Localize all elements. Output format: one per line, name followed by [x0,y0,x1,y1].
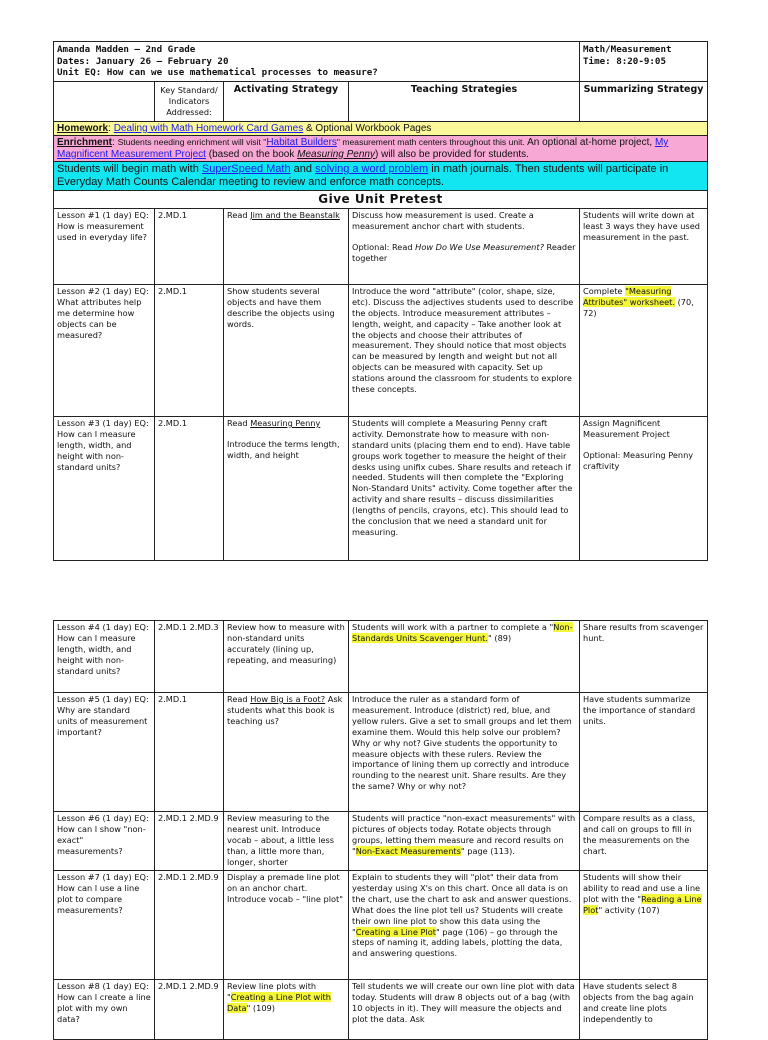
summarizing-optional: Optional: Measuring Penny craftivity [583,449,694,471]
enrichment-cell: Enrichment: Students needing enrichment will visit "Habitat Builders" measurement math centers throughout this unit. An optional at-home project, My Magnificent Measurement Project (based on the book Measuring Penny) will also be provided for students. [54,136,708,162]
teaching-strategy: Students will complete a Measuring Penny craft activity. Demonstrate how to measure with non-standard units (placing them end to end). Have table groups work together to measure the height of their desks using unifix cubes. Share results and reteach if needed. Students will then complete the "Exploring Non-Standard Units" activity. Come together after the activity and share results – discuss dissimilarities (lengths of pencils, crayons, etc). This should lead to the conclusion that we need a standard unit for measuring. [349,416,580,560]
lesson-column-header [54,81,155,121]
lesson-standards: 2.MD.1 [155,693,224,812]
activating-text-post: " (109) [246,1002,275,1013]
lesson-row [54,693,708,812]
summarizing-strategy-header: Summarizing Strategy [580,81,708,121]
lesson-row [54,284,708,416]
teaching-optional [352,242,576,264]
activating-book-title: Jim and the Beanstalk [250,209,340,220]
activating-strategy [224,693,349,812]
summarizing-strategy [580,871,708,980]
summarizing-strategy [580,416,708,560]
routine-text-2: and [293,163,313,175]
homework-rest: & Optional Workbook Pages [305,122,432,134]
enrichment-text-1: Students needing enrichment will visit " [117,137,267,147]
lesson-standards: 2.MD.1 2.MD.9 [155,812,224,871]
lesson-standards: 2.MD.1 2.MD.9 [155,871,224,980]
teaching-strategies-header: Teaching Strategies [349,81,580,121]
lesson-standards: 2.MD.1 [155,208,224,284]
activating-text: Review line plots with " [227,981,317,1002]
lesson-standards: 2.MD.1 [155,284,224,416]
summarizing-strategy: Compare results as a class, and call on groups to fill in the measurements on the chart. [580,812,708,871]
homework-card-games-link[interactable]: Dealing with Math Homework Card Games [113,122,304,134]
column-header-row [54,81,708,121]
lesson-eq: Lesson #1 (1 day) EQ: How is measurement used in everyday life? [54,208,155,284]
summarizing-text: Complete [583,285,623,296]
lesson-eq: Lesson #5 (1 day) EQ: Why are standard units of measurement important? [54,693,155,812]
creating-line-plot-page: Creating a Line Plot [355,926,436,937]
activating-strategy: Review how to measure with non-standard units accurately (lining up, repeating, and measuring) [224,621,349,693]
lesson-eq: Lesson #8 (1 day) EQ: How can I create a line plot with my own data? [54,980,155,1040]
enrichment-text-4: (based on the book [208,148,295,160]
enrichment-book-title: Measuring Penny [297,148,375,160]
teaching-strategy [349,621,580,693]
lesson-eq: Lesson #3 (1 day) EQ: How can I measure length, width, and height with non-standard units? [54,416,155,560]
teaching-text: Students will work with a partner to complete a " [352,622,554,632]
summarizing-strategy: Share results from scavenger hunt. [580,621,708,693]
summarizing-strategy: Students will write down at least 3 ways they have used measurement in the past. [580,208,708,284]
teaching-strategy [349,871,580,980]
lesson-plan-table-page-2 [53,620,708,1040]
lesson-standards: 2.MD.1 2.MD.3 [155,621,224,693]
lesson-row [54,980,708,1040]
lesson-row [54,621,708,693]
activating-strategy-header: Activating Strategy [224,81,349,121]
daily-routine-row [54,162,708,191]
scavenger-hunt-activity: Non-Standards Units Scavenger Hunt. [352,622,573,643]
non-exact-measurements-page: Non-Exact Measurements [355,845,461,856]
teaching-strategy: Tell students we will create our own line plot with data today. Students will draw 8 objects out of a bag (with 10 objects in it). They will measure the objects and plot the data. Ask [349,980,580,1040]
activating-question: Ask students what this book is teaching us? [227,694,343,726]
activating-text: Read [227,694,248,704]
enrichment-row [54,136,708,162]
activating-strategy: Display a premade line plot on an anchor chart. Introduce vocab – "line plot" [224,871,349,980]
teacher-name: Amanda Madden – 2nd Grade [57,44,196,55]
lesson-eq: Lesson #2 (1 day) EQ: What attributes help me determine how objects can be measured? [54,284,155,416]
summarizing-strategy: Have students select 8 objects from the bag again and create line plots independently to [580,980,708,1040]
unit-dates: Dates: January 26 – February 20 [57,55,229,67]
enrichment-text-3: An optional at-home project, [527,137,653,148]
lesson-row [54,416,708,560]
activating-text: Read [227,209,248,220]
plan-header-row [54,42,708,82]
pretest-row [54,191,708,209]
enrichment-label: Enrichment [57,137,113,148]
teaching-text: Discuss how measurement is used. Create a measurement anchor chart with students. [352,209,534,231]
daily-routine-cell [54,162,708,191]
enrichment-text-2: " measurement math centers throughout this unit. [336,137,525,147]
summarizing-text-post: " activity (107) [598,904,660,915]
key-standards-header: Key Standard/ Indicators Addressed: [155,81,224,121]
teaching-optional-title: How Do We Use Measurement? [415,241,544,252]
lesson-eq: Lesson #4 (1 day) EQ: How can I measure length, width, and height with non-standard units? [54,621,155,693]
plan-header-right [580,42,708,82]
teaching-text-post: " page (106) – go through the steps of naming it, adding labels, plotting the data, and answering questions. [352,926,563,959]
creating-line-plot-with-data: Creating a Line Plot with Data [227,991,331,1013]
lesson-standards: 2.MD.1 [155,416,224,560]
teaching-strategy: Introduce the ruler as a standard form of measurement. Introduce (district) red, blue, and yellow rulers. Give a set to small groups and let them examine them. Would this help solve our problem? Why or why not? Give students the opportunity to measure objects with these rulers. Review the importance of lining them up correctly and introduce rounding to the nearest unit. Share results. Are they the same? Why or why not? [349,693,580,812]
routine-text-1: Students will begin math with [57,163,199,175]
activating-text: Read [227,417,248,428]
homework-cell: Homework: Dealing with Math Homework Card Games & Optional Workbook Pages [54,121,708,136]
teaching-strategy: Introduce the word "attribute" (color, shape, size, etc). Discuss the adjectives students used to describe the objects. Introduce measurement attributes – length, weight, and capacity – Take another look at the objects and choose their attributes of measurement. They should notice that most objects can be measured by length and weight but not all objects can be measured with capacity. Set up stations around the classroom for students to explore these concepts. [349,284,580,416]
habitat-builders-link[interactable]: Habitat Builders [266,137,337,148]
lesson-standards: 2.MD.1 2.MD.9 [155,980,224,1040]
solving-word-problem-link[interactable]: solving a word problem [315,163,429,175]
lesson-row [54,208,708,284]
subject: Math/Measurement [583,44,672,55]
plan-header-left [54,42,580,82]
activating-strategy [224,208,349,284]
superspeed-math-link[interactable]: SuperSpeed Math [201,163,291,175]
activating-book-title: How Big is a Foot? [250,694,326,704]
summarizing-pages: (70, 72) [583,296,694,318]
lesson-eq: Lesson #6 (1 day) EQ: How can I show "non-exact" measurements? [54,812,155,871]
teaching-optional-post: Reader together [352,241,576,263]
activating-book-title: Measuring Penny [250,417,321,428]
teaching-text-post: " (89) [488,632,512,643]
homework-row [54,121,708,136]
magnificent-measurement-project-link[interactable]: My Magnificent Measurement Project [57,137,669,160]
routine-text-3: in math journals. Then students will participate in Everyday Math Counts Calendar meeting to review and enforce math concepts. [57,163,669,188]
lesson-plan-table-page-1 [53,41,708,561]
pretest-cell: Give Unit Pretest [54,191,708,209]
activating-strategy [224,980,349,1040]
summarizing-strategy [580,284,708,416]
teaching-strategy [349,208,580,284]
lesson-row [54,812,708,871]
teaching-text: Students will practice "non-exact measurements" with pictures of objects today. Rotate objects through groups, letting them measure and record results on " [352,813,576,856]
class-time: Time: 8:20-9:05 [583,55,666,67]
teaching-optional-label: Optional: Read [352,241,413,252]
unit-eq: Unit EQ: How can we use mathematical processes to measure? [57,67,378,78]
lesson-eq: Lesson #7 (1 day) EQ: How can I use a line plot to compare measurements? [54,871,155,980]
teaching-text: Explain to students they will "plot" their data from yesterday using X's on this chart. Once all data is on the chart, use the chart to ask and answer questions. What does the line plot tell us? Students will create their own line plot to show this data using the " [352,872,572,937]
activating-strategy [224,416,349,560]
enrichment-text-5: ) will also be provided for students. [374,148,529,160]
lesson-row [54,871,708,980]
activating-terms: Introduce the terms length, width, and height [227,438,340,460]
activating-strategy: Show students several objects and have them describe the objects using words. [224,284,349,416]
teaching-text-post: " page (113). [460,845,515,856]
teaching-strategy [349,812,580,871]
measuring-attributes-worksheet: "Measuring Attributes" worksheet. [583,285,675,307]
summarizing-text: Students will show their ability to read and use a line plot with the " [583,872,701,904]
homework-label: Homework [57,122,109,134]
activating-strategy: Review measuring to the nearest unit. Introduce vocab – about, a little less than, a little more than, longer, shorter [224,812,349,871]
reading-line-plot-activity: Reading a Line Plot [583,893,702,915]
summarizing-text: Assign Magnificent Measurement Project [583,417,670,439]
summarizing-strategy: Have students summarize the importance of standard units. [580,693,708,812]
